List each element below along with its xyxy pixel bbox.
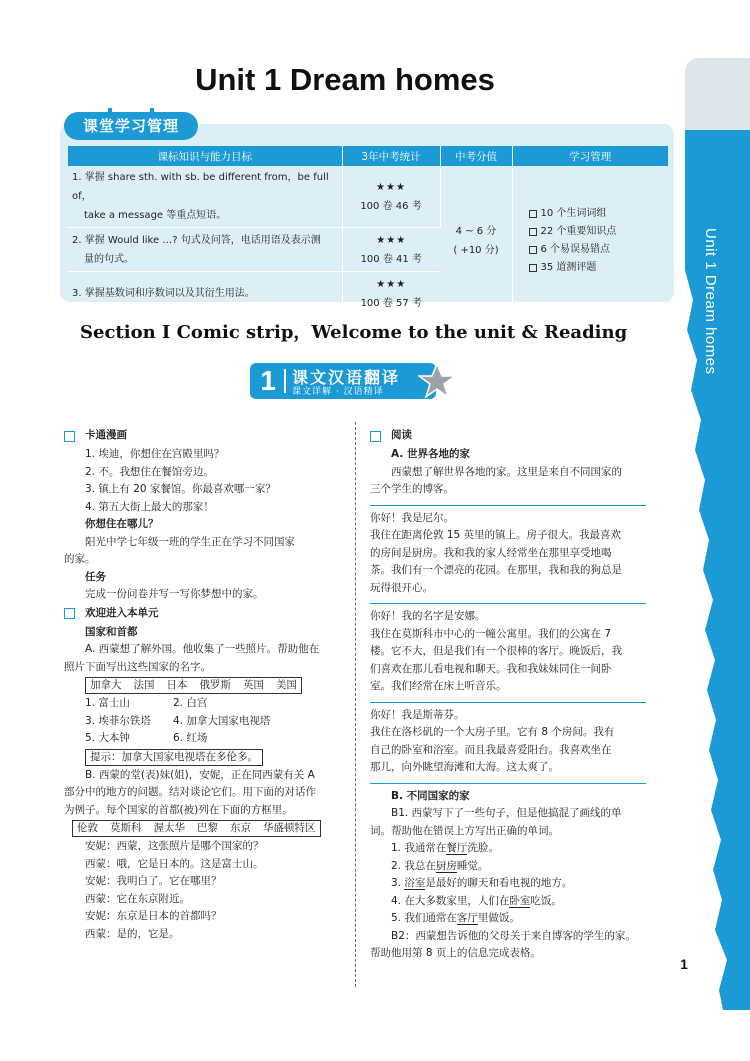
checkbox[interactable]	[529, 264, 537, 272]
stat-text: 100 卷 46 考	[360, 200, 422, 212]
study-item-label: 35 道测评题	[540, 262, 597, 273]
stat-text: 100 卷 57 考	[360, 297, 422, 309]
blog-line: 的房间是厨房。我和我的家人经常坐在那里享受地喝	[370, 546, 612, 559]
b-text: B. 西蒙的堂(表)妹(姐)，安妮，正在同西蒙有关 A	[85, 768, 315, 781]
tag-pin-icon	[150, 108, 154, 116]
blog-line: 我住在洛杉矶的一个大房子里。它有 8 个房间。我有	[370, 726, 615, 738]
goal-line: 量的句式。	[84, 253, 134, 265]
study-cell	[512, 166, 668, 316]
header-stats: 3年中考统计	[342, 146, 440, 166]
b1-item-post: 是最好的聊天和看电视的地方。	[425, 877, 573, 889]
landmark-item: 3. 埃菲尔铁塔	[85, 714, 151, 727]
dialogue-line: 安妮：西蒙，这张照片是哪个国家的？	[85, 840, 264, 852]
dialogue-line: 西蒙：哦，它是日本的。这是富士山。	[85, 857, 264, 870]
header-score: 中考分值	[440, 146, 512, 166]
goal-cell	[68, 272, 342, 316]
blog-line: 茶。我们有一个漂亮的花园。在那里，我和我的狗总是	[370, 564, 622, 576]
b1-item-underlined: 餐厅	[446, 842, 468, 854]
capitals-title: 国家和首都	[85, 625, 138, 638]
capital: 东京	[230, 822, 251, 834]
blog-line: 自己的卧室和浴室。而且我最喜爱阳台。我喜欢坐在	[370, 743, 612, 756]
goal-cell	[68, 228, 342, 272]
capital: 巴黎	[197, 822, 218, 834]
b1-item-pre: 3.	[391, 877, 405, 889]
stat-cell	[342, 166, 440, 228]
table-row	[68, 166, 668, 228]
star-rating: ★★★	[376, 181, 406, 193]
landmarks-list	[64, 695, 342, 748]
dialogue-line: 西蒙：是的，它是。	[85, 927, 180, 940]
b2-text: 帮助他用第 8 页上的信息完成表格。	[370, 947, 541, 959]
comic-line: 1. 埃迪，你想住在宫殿里吗？	[85, 448, 225, 460]
country: 美国	[276, 679, 297, 691]
header-study: 学习管理	[512, 146, 668, 166]
blog-separator	[370, 783, 646, 784]
banner-title: 课文汉语翻译	[292, 368, 401, 387]
study-item	[529, 223, 669, 241]
b1-item-underlined: 卧室	[509, 894, 531, 907]
star-rating: ★★★	[376, 234, 407, 246]
a-intro: 西蒙想了解世界各地的家。这里是来自不同国家的	[391, 465, 622, 478]
score-range: 4 ~ 6 分	[455, 225, 497, 237]
country: 加拿大	[90, 679, 122, 691]
landmark-item: 1. 富士山	[85, 697, 130, 709]
b-text: 为例子。每个国家的首都(被)列在下面的方框里。	[64, 803, 293, 816]
comic-heading	[64, 426, 342, 446]
b1-item	[370, 840, 646, 858]
square-icon	[370, 431, 381, 442]
blog-line: 室。我们经常在床上听音乐。	[370, 680, 507, 692]
reading-heading	[370, 426, 646, 446]
b1-item	[370, 858, 646, 876]
comic-line: 2. 不。我想住在餐馆旁边。	[85, 465, 214, 478]
study-item	[529, 241, 669, 259]
b1-item-pre: 1. 我通常在	[391, 842, 447, 854]
translation-banner	[250, 363, 454, 399]
tag-pin-icon	[108, 108, 112, 116]
country: 俄罗斯	[199, 679, 231, 691]
blog-line: 你好！我是斯蒂芬。	[370, 708, 465, 721]
capitals-box	[72, 820, 321, 837]
b-title: B. 不同国家的家	[391, 789, 470, 802]
blog-line: 我住在距离伦敦 15 英里的镇上。房子很大。我最喜欢	[370, 529, 622, 541]
blog-separator	[370, 702, 646, 703]
blog-steve	[370, 707, 646, 777]
blog-line: 那儿，向外眺望海滩和大海。这太爽了。	[370, 761, 559, 773]
countries-box	[85, 677, 302, 694]
goal-line: take a message 等重点短语。	[84, 210, 227, 221]
square-icon	[64, 431, 75, 442]
country: 日本	[166, 679, 188, 691]
b1-item-post: 吃饭。	[530, 894, 562, 907]
star-rating: ★★★	[376, 278, 407, 290]
b1-text: B1. 西蒙写下了一些句子，但是他搞混了画线的单	[391, 807, 622, 819]
b1-item-underlined: 客厅	[456, 912, 478, 924]
b1-item-pre: 4. 在大多数家里，人们在	[391, 894, 510, 907]
a-text: A. 西蒙想了解外国。他收集了一些照片。帮助他在	[85, 643, 320, 655]
goal-line: 3. 掌握基数词和序数词以及其衍生用法。	[72, 288, 255, 299]
checkbox[interactable]	[529, 228, 537, 236]
banner-divider	[284, 369, 286, 393]
banner-number: 1	[260, 365, 276, 396]
goal-cell	[68, 166, 342, 228]
blog-line: 们喜欢在那儿看电视和聊天。我和我妹妹同住一间卧	[370, 662, 612, 675]
blog-line: 楼。它不大，但是我们有一个很棒的客厅。晚饭后，我	[370, 645, 622, 657]
where-text: 的家。	[64, 553, 96, 565]
a-title: A. 世界各地的家	[391, 448, 470, 460]
score-cell	[440, 166, 512, 316]
blog-neil	[370, 510, 646, 598]
stat-cell	[342, 272, 440, 316]
b1-item	[370, 875, 646, 893]
left-column	[64, 426, 342, 943]
b1-item-post: 里做饭。	[477, 912, 520, 924]
b-text: 部分中的地方的问题。结对谈论它们。用下面的对话作	[64, 786, 316, 798]
blog-line: 你好！我是尼尔。	[370, 511, 454, 524]
country: 法国	[133, 679, 155, 691]
landmark-item: 4. 加拿大国家电视塔	[173, 714, 271, 727]
capital: 渥太华	[153, 822, 185, 834]
dialogue-line: 安妮：东京是日本的首都吗？	[85, 910, 222, 922]
capital: 莫斯科	[110, 822, 142, 834]
score-bonus: ( +10 分)	[453, 244, 499, 256]
checkbox[interactable]	[529, 246, 537, 254]
welcome-heading	[64, 604, 342, 624]
tip-box: 提示：加拿大国家电视塔在多伦多。	[85, 749, 263, 766]
side-tab-label: Unit 1 Dream homes	[702, 228, 719, 375]
column-divider	[355, 422, 356, 987]
side-tab	[685, 58, 750, 1061]
blog-anna	[370, 608, 646, 696]
dialogue-line: 西蒙：它在东京附近。	[85, 892, 190, 905]
where-title: 你想住在哪儿？	[85, 518, 159, 530]
table-header-row	[68, 146, 668, 166]
section-title: Section Ⅰ Comic strip，Welcome to the unit & Reading	[80, 322, 628, 343]
study-item	[529, 259, 669, 277]
a-text: 照片下面写出这些国家的名字。	[64, 660, 211, 673]
b1-item-post: 洗脸。	[467, 842, 499, 854]
side-tab-top	[685, 58, 750, 138]
stat-cell	[342, 228, 440, 272]
right-column	[370, 426, 646, 963]
b2-text: B2：西蒙想告诉他的父母关于来自博客的学生的家。	[391, 929, 636, 942]
landmark-item: 5. 大本钟	[85, 732, 130, 744]
star-icon	[418, 363, 456, 399]
comic-heading-label: 卡通漫画	[85, 429, 127, 442]
comic-line: 4. 第五大街上最大的那家！	[85, 500, 214, 513]
header-goals: 课标知识与能力目标	[68, 146, 342, 166]
b1-item-post: 睡觉。	[456, 859, 489, 872]
b1-item	[370, 893, 646, 911]
management-table	[68, 146, 668, 316]
b1-item-pre: 2. 我总在	[391, 859, 436, 872]
banner-subtitle: 课文详解 · 汉语精译	[292, 387, 384, 397]
dialogue-line: 安妮：我明白了。它在哪里？	[85, 875, 222, 887]
goal-line: 2. 掌握 Would like …? 句式及问答，电话用语及表示测	[72, 234, 321, 246]
b1-text: 词。帮助他在错误上方写出正确的单词。	[370, 824, 559, 837]
welcome-heading-label: 欢迎进入本单元	[85, 606, 159, 619]
study-item-label: 6 个易误易错点	[540, 244, 611, 255]
blog-separator	[370, 603, 646, 604]
blog-line: 玩得很开心。	[370, 581, 433, 594]
study-item-label: 22 个重要知识点	[540, 226, 617, 237]
goal-line: 1. 掌握 share sth. with sb. be different from，be full of，	[72, 172, 329, 202]
blog-line: 你好！我的名字是安娜。	[370, 610, 486, 622]
country: 英国	[243, 679, 264, 691]
blog-separator	[370, 505, 646, 506]
management-tag-label: 课堂学习管理	[82, 117, 179, 135]
stat-text: 100 卷 41 考	[360, 253, 422, 265]
blog-line: 我住在莫斯科市中心的一幢公寓里。我们的公寓在 7	[370, 627, 612, 640]
landmark-item: 2. 白宫	[173, 697, 208, 709]
b1-item-underlined: 厨房	[435, 859, 457, 872]
a-intro: 三个学生的博客。	[370, 483, 454, 495]
square-icon	[64, 608, 75, 619]
task-text: 完成一份问卷并写一写你梦想中的家。	[85, 588, 264, 600]
b1-item-underlined: 浴室	[404, 877, 426, 889]
checkbox[interactable]	[529, 210, 537, 218]
capital: 伦敦	[77, 822, 98, 834]
management-tag	[64, 112, 198, 140]
capital: 华盛顿特区	[263, 822, 316, 834]
reading-heading-label: 阅读	[391, 429, 412, 442]
b1-item-pre: 5. 我们通常在	[391, 912, 457, 924]
unit-title: Unit 1 Dream homes	[195, 62, 495, 97]
where-text: 阳光中学七年级一班的学生正在学习不同国家	[85, 535, 295, 548]
study-item	[529, 205, 669, 223]
landmark-item: 6. 红场	[173, 732, 208, 744]
study-item-label: 10 个生词词组	[540, 208, 607, 219]
b1-item	[370, 910, 646, 928]
task-title: 任务	[85, 570, 106, 583]
page-number: 1	[668, 948, 700, 980]
comic-line: 3. 镇上有 20 家餐馆。你最喜欢哪一家？	[85, 483, 276, 495]
